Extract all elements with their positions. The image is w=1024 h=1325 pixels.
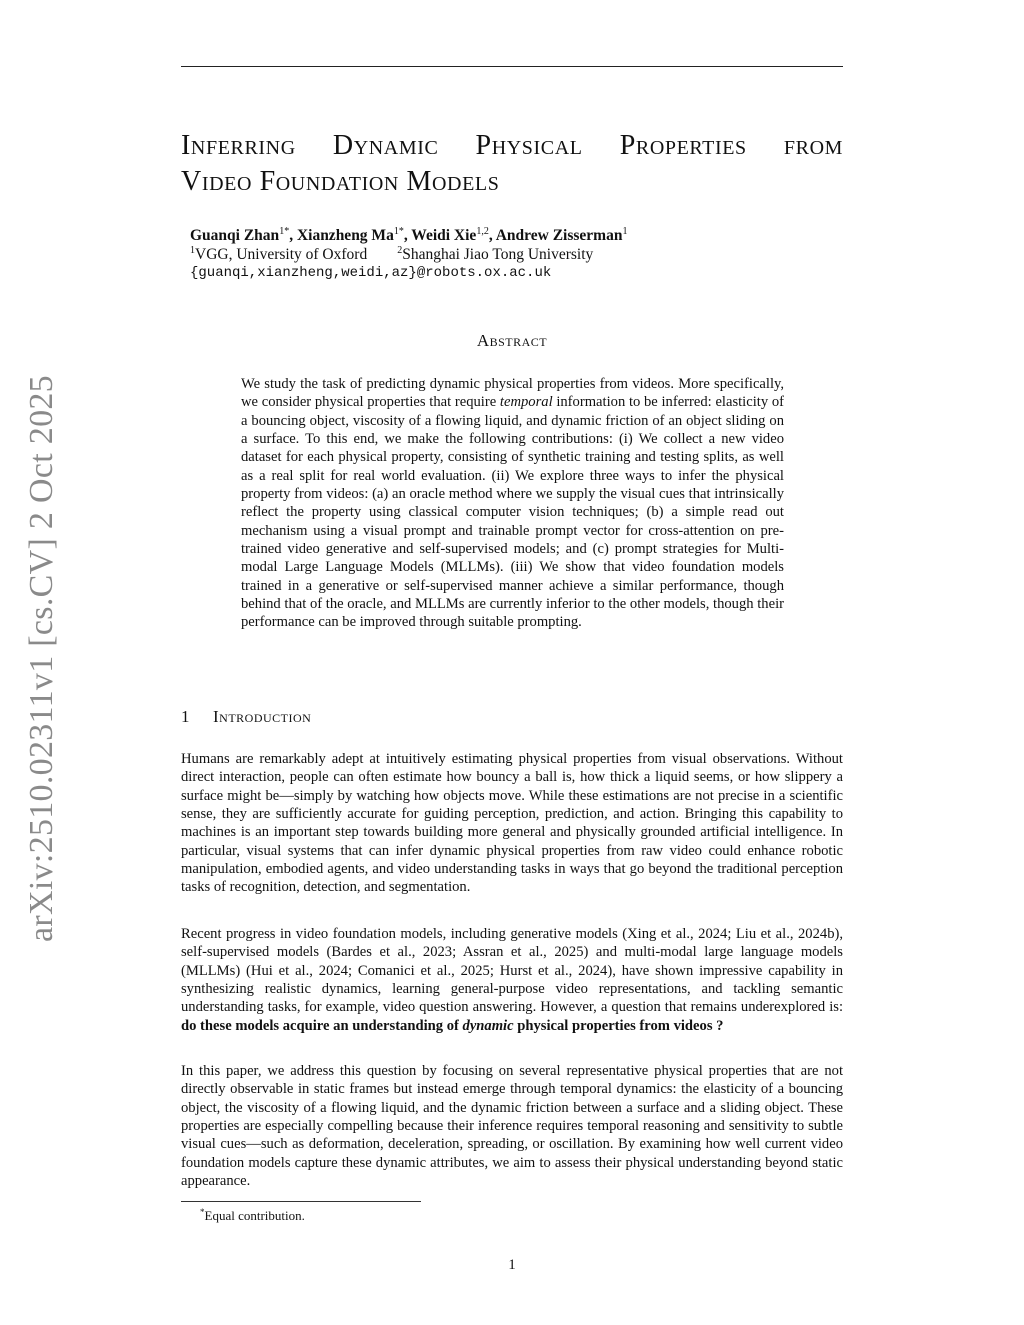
section-number: 1: [181, 707, 190, 726]
intro-paragraph-1: Humans are remarkably adept at intuitively estimating physical properties from visual observations. Without direct interaction, people can often estimate how bouncy a ball is, how thick a liquid seems, or how slippery a surface might be—simply by watching how objects move. While these estimations are not precise in a scientific sense, they are sufficiently accurate for guiding perception, prediction, and action. Bringing this capability to machines is an important step towards building more general and physically grounded artificial intelligence. In particular, visual systems that can infer dynamic physical properties from raw video could enhance robotic manipulation, embodied agents, and video understanding tasks in ways that go beyond the traditional perception tasks of recognition, detection, and segmentation.: [181, 751, 843, 896]
header-rule: [181, 66, 843, 67]
abstract-emphasis: temporal: [499, 394, 553, 411]
author-name: Weidi Xie: [411, 227, 477, 244]
author-name: Andrew Zisserman: [495, 227, 623, 244]
author-affiliation-mark: 1: [622, 226, 628, 237]
affiliation-sjtu: Shanghai Jiao Tong University: [402, 246, 594, 263]
footnote-rule: [181, 1201, 421, 1202]
author-names: Guanqi Zhan$^{1*}$, Xianzheng $Ma^{1*}$, Weidi Xie$^{1,2}$, Andrew Zisserman$^1$: [190, 226, 628, 244]
page-number: 1: [508, 1257, 516, 1273]
research-question: do these models acquire an understanding of dynamic physical properties from videos ?: [181, 1017, 724, 1034]
intro-paragraph-2: Recent progress in video foundation models, including generative models (Xing et al., 2024; Liu et al., 2024b), self-supervised models (Bardes et al., 2023; Assran et al., 2025) and multi-modal large language models (MLLMs) (Hui et al., 2024; Comanici et al., 2025; Hurst et al., 2024), have shown impressive capability in synthesizing realistic dynamics, learning general-purpose video representations, and tackling semantic understanding tasks, for example, video question answering. However, a question that remains underexplored is: do these models acquire an understanding of dynamic physical properties from videos ?: [181, 926, 843, 1034]
paper-title: [181, 128, 843, 200]
author-emails[interactable]: {guanqi,xianzheng,weidi,az}@robots.ox.ac.uk: [190, 265, 552, 281]
affiliations: $^1$VGG, University of Oxford $^2$Shanghai Jiao Tong University: [190, 245, 594, 263]
author-name: Guanqi Zhan: [190, 227, 280, 244]
affiliation-oxford: VGG, University of Oxford: [195, 246, 368, 263]
author-affiliation-mark: 1*: [393, 226, 404, 237]
footnote: [200, 1208, 305, 1224]
title-line-2: Video Foundation Models: [181, 166, 500, 197]
section-title: Introduction: [213, 707, 312, 726]
abstract-heading: Abstract: [476, 331, 548, 350]
author-affiliation-mark: 1,2: [476, 226, 489, 237]
author-name: Xianzheng Ma: [296, 227, 394, 244]
author-block: [190, 226, 830, 283]
footnote-text: Equal contribution.: [204, 1208, 305, 1223]
arxiv-identifier-stamp[interactable]: arXiv:2510.02311v1 [cs.CV] 2 Oct 2025: [23, 375, 60, 942]
author-affiliation-mark: 1*: [279, 226, 290, 237]
section-heading-introduction: [181, 707, 311, 727]
abstract-text: We study the task of predicting dynamic physical properties from videos. More specifically, we consider physical properties that require temporal information to be inferred: elasticity of a bouncing object, viscosity of a flowing liquid, and dynamic friction of an object sliding on a surface. To this end, we make the following contributions: (i) We collect a new video dataset for each physical property, consisting of synthetic training and testing splits, as well as a real split for real world evaluation. (ii) We explore three ways to infer the physical property from videos: (a) an oracle method where we supply the visual cues that intrinsically reflect the property using classical computer vision techniques; (b) a simple read out mechanism using a visual prompt and trainable prompt vector for cross-attention on pre-trained video generative and self-supervised models; and (c) prompt strategies for Multi-modal Large Language Models (MLLMs). (iii) We show that video foundation models trained in a generative or self-supervised manner achieve a similar performance, though behind that of the oracle, and MLLMs are currently inferior to the other models, though their performance can be improved through suitable prompting.: [241, 376, 784, 631]
title-line-1: Inferring Dynamic Physical Properties from: [181, 130, 843, 161]
footnote-mark: *: [200, 1207, 205, 1217]
intro-paragraph-3: In this paper, we address this question by focusing on several representative physical properties that are not directly observable in static frames but instead emerge through temporal dynamics: the elasticity of a bouncing object, the viscosity of a flowing liquid, and the dynamic friction between a surface and a sliding object. These properties are especially compelling because their inference requires temporal reasoning and sensitivity to subtle visual cues—such as deformation, deceleration, spreading, or oscillation. By examining how well current video foundation models capture these dynamic attributes, we aim to assess their physical understanding beyond static appearance.: [181, 1063, 843, 1190]
